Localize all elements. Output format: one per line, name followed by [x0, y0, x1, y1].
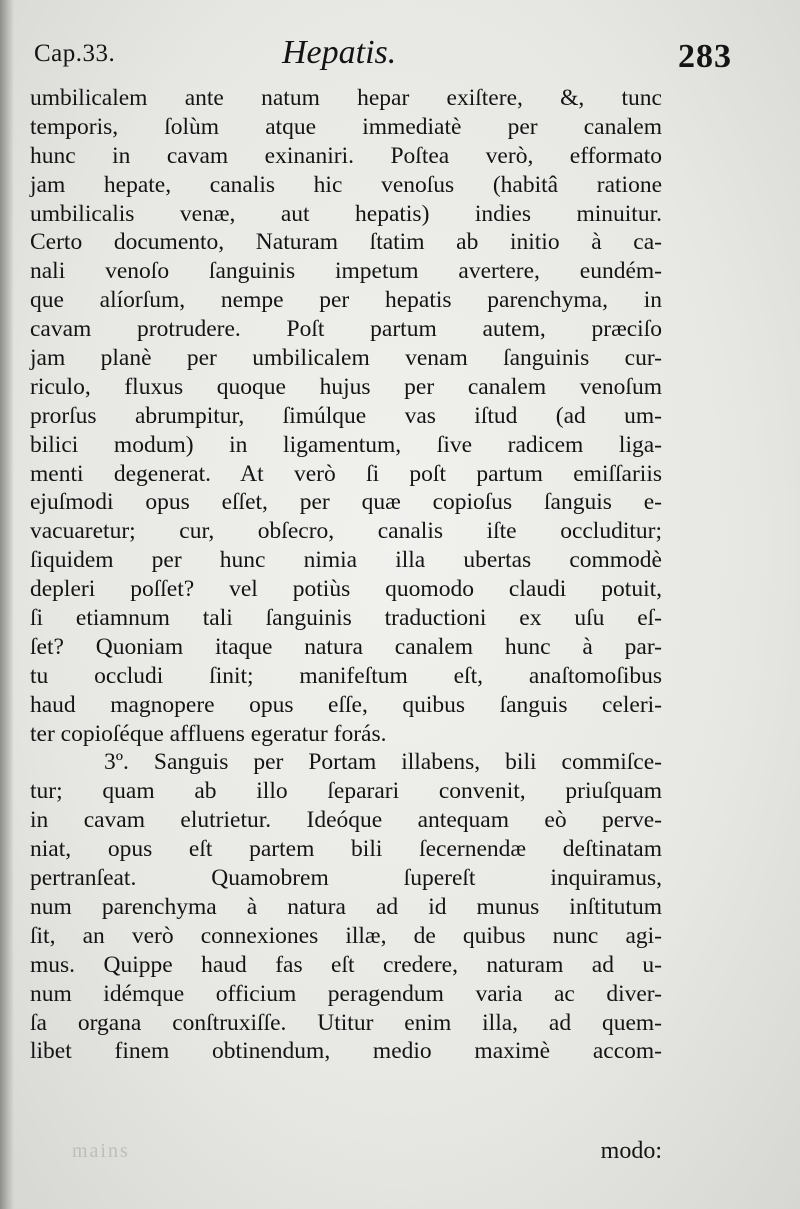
text-line: niat, opus eſt partem bili ſecernendæ deſtinatam — [30, 836, 662, 863]
body-text — [30, 84, 662, 1066]
text-line: pertranſeat. Quamobrem ſupereſt inquiramus, — [30, 865, 662, 892]
binding-shadow — [0, 0, 14, 1209]
text-line: vacuaretur; cur, obſecro, canalis iſte occluditur; — [30, 518, 662, 545]
page-footer — [30, 1136, 662, 1166]
text-line: cavam protrudere. Poſt partum autem, præciſo — [30, 316, 662, 343]
text-line: in cavam elutrietur. Ideóque antequam eò perve- — [30, 807, 662, 834]
text-line: mus. Quippe haud fas eſt credere, naturam ad u- — [30, 951, 662, 978]
text-line: ſiquidem per hunc nimia illa ubertas commodè — [30, 547, 662, 574]
chapter-label: Cap.33. — [34, 40, 116, 67]
page-header — [0, 0, 800, 90]
text-line: ejuſmodi opus eſſet, per quæ copioſus ſanguis e- — [30, 489, 662, 516]
text-line: num idémque officium peragendum varia ac diver- — [30, 980, 662, 1007]
text-line: ſi etiamnum tali ſanguinis traductioni ex uſu eſ- — [30, 605, 662, 632]
text-line: ſit, an verò connexiones illæ, de quibus nunc agi- — [30, 922, 662, 949]
text-line: haud magnopere opus eſſe, quibus ſanguis celeri- — [30, 691, 662, 718]
text-line: temporis, ſolùm atque immediatè per canalem — [30, 113, 662, 140]
text-line: nali venoſo ſanguinis impetum avertere, eundém- — [30, 258, 662, 285]
text-line: umbilicalem ante natum hepar exiſtere, &, tunc — [30, 85, 662, 111]
text-line: ter copioſéque affluens egeratur forás. — [30, 720, 387, 747]
running-title: Hepatis. — [282, 34, 397, 71]
text-line: jam planè per umbilicalem venam ſanguinis cur- — [30, 345, 662, 372]
bleed-through-text: mains — [72, 1140, 130, 1162]
text-line-paragraph-start: 3º. Sanguis per Portam illabens, bili commiſce- — [104, 749, 662, 776]
catchword: modo: — [600, 1138, 662, 1164]
page-number: 283 — [678, 38, 732, 75]
text-line: libet finem obtinendum, medio maximè accom- — [30, 1038, 662, 1065]
text-line: num parenchyma à natura ad id munus inſtitutum — [30, 893, 662, 920]
text-line: ſa organa conſtruxiſſe. Utitur enim illa, ad quem- — [30, 1009, 662, 1036]
text-line: depleri poſſet? vel potiùs quomodo claudi potuit, — [30, 576, 662, 603]
text-line: hunc in cavam exinaniri. Poſtea verò, efformato — [30, 142, 662, 169]
text-line: prorſus abrumpitur, ſimúlque vas iſtud (ad um- — [30, 402, 662, 429]
text-line: ſet? Quoniam itaque natura canalem hunc à par- — [30, 633, 662, 660]
text-line: umbilicalis venæ, aut hepatis) indies minuitur. — [30, 200, 662, 227]
text-line: jam hepate, canalis hic venoſus (habitâ ratione — [30, 171, 662, 198]
text-line: tur; quam ab illo ſeparari convenit, priuſquam — [30, 778, 662, 805]
text-line: bilici modum) in ligamentum, ſive radicem liga- — [30, 431, 662, 458]
text-line: menti degenerat. At verò ſi poſt partum emiſſariis — [30, 460, 662, 487]
text-line: que alíorſum, nempe per hepatis parenchyma, in — [30, 287, 662, 314]
text-line: Certo documento, Naturam ſtatim ab initio à ca- — [30, 229, 662, 256]
text-line: tu occludi ſinit; manifeſtum eſt, anaſtomoſibus — [30, 662, 662, 689]
text-line: riculo, fluxus quoque hujus per canalem venoſum — [30, 373, 662, 400]
